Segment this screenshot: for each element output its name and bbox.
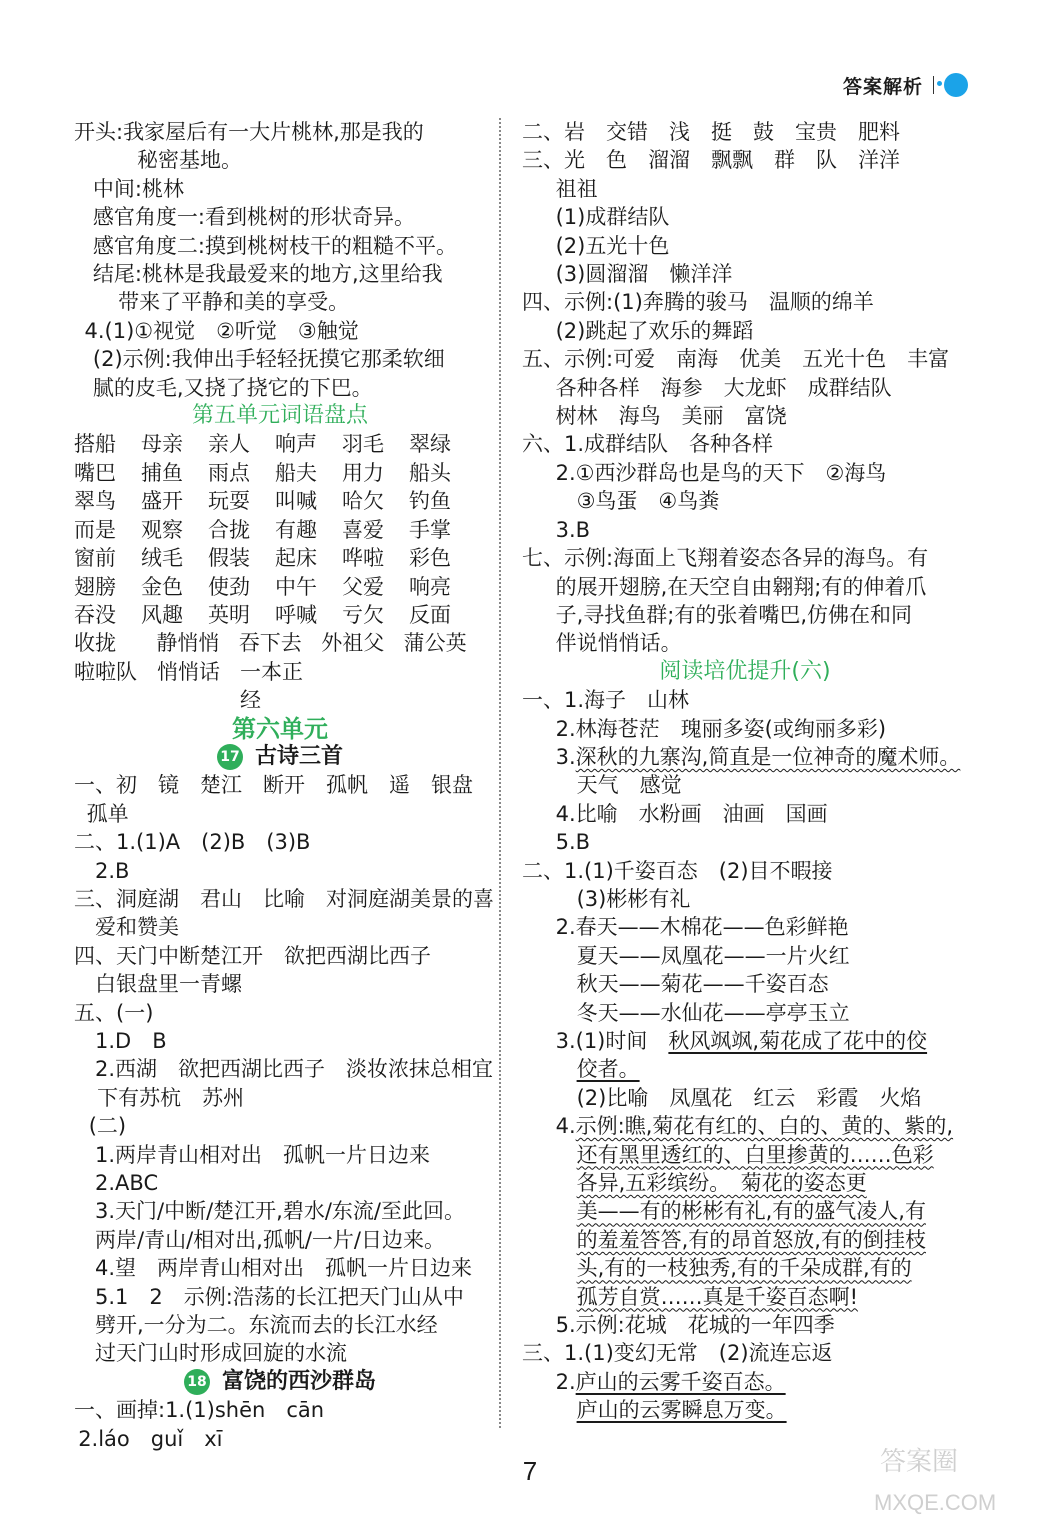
vocab-word: 啦啦队 [74, 659, 137, 684]
text-line: 七、示例:海面上飞翔着姿态各异的海鸟。有 [522, 546, 929, 571]
vocab-word: 观察 [141, 517, 183, 542]
text-line: 冬天——水仙花——亭亭玉立 [576, 1000, 850, 1025]
text-line: 2.春天——木棉花——色彩鲜艳 [555, 915, 849, 940]
text-line [522, 1396, 968, 1424]
text-line: 开头:我家屋后有一大片桃林,那是我的 [74, 120, 424, 144]
vocab-word: 船头 [409, 460, 451, 485]
watermark-logo [860, 1428, 1040, 1528]
lesson-number-badge: 18 [184, 1369, 210, 1395]
wavy-underlined-answer: 孤芳自赏……真是千姿百态啊! [576, 1284, 859, 1309]
item-number: 2. [555, 1369, 576, 1394]
vocab-word: 玩耍 [208, 489, 250, 514]
underlined-answer: 秋风飒飒,菊花成了花中的佼 [668, 1029, 928, 1053]
text-line: 劈开,一分为二。东流而去的长江水经 [95, 1313, 438, 1338]
text-line: 2.láo guǐ xī [78, 1426, 223, 1451]
text-line: 五、示例:可爱 南海 优美 五光十色 丰富 [522, 347, 950, 372]
text-line: (1)成群结队 [555, 205, 670, 230]
vocab-row [74, 430, 486, 458]
vocab-word: 用力 [342, 460, 384, 485]
lesson-17-title: 古诗三首 [254, 743, 343, 769]
page-number: 7 [522, 1456, 538, 1486]
vocab-row [74, 544, 486, 572]
wavy-underlined-answer: 美——有的彬彬有礼,有的盛气凌人,有 [576, 1199, 926, 1224]
text-line: 两岸/青山/相对出,孤帆/一片/日边来。 [95, 1227, 445, 1252]
text-line: 3.天门/中断/楚江开,碧水/东流/至此回。 [95, 1199, 466, 1224]
wavy-underlined-answer: 头,有的一枝独秀,有的千朵成群,有的 [576, 1256, 912, 1281]
text-line: 伴说悄悄话。 [555, 631, 682, 656]
vocab-word: 羽毛 [342, 432, 384, 457]
vocab-word: 雨点 [208, 460, 250, 485]
text-line: 五、(一) [74, 1000, 154, 1025]
wavy-underlined-answer: 示例:瞧,菊花有红的、白的、黄的、紫的, [575, 1114, 954, 1139]
text-line: (二) [88, 1114, 127, 1139]
vocab-word: 蒲公英 [403, 631, 467, 656]
text-line: (2)示例:我伸出手轻轻抚摸它那柔软细 [92, 347, 445, 372]
vocab-section-title: 第五单元词语盘点 [191, 403, 368, 429]
text-line: 感官角度二:摸到桃树枝干的粗糙不平。 [92, 233, 457, 258]
text-line: 四、示例:(1)奔腾的骏马 温顺的绵羊 [522, 290, 874, 315]
text-line: 2.B [95, 858, 130, 883]
vocab-word: 英明 [208, 602, 250, 627]
wavy-underlined-answer: 的羞羞答答,有的昂首怒放,有的倒挂枝 [576, 1227, 926, 1252]
vocab-word: 绒毛 [141, 546, 183, 571]
vocab-word: 有趣 [275, 517, 317, 542]
vocab-word: 静悄悄 [156, 631, 220, 656]
text-line: 5.示例:花城 花城的一年四季 [555, 1313, 835, 1338]
vocab-word: 合拢 [208, 517, 250, 542]
item-number: 4. [555, 1114, 576, 1139]
text-line: 孤单 [86, 801, 129, 826]
vocab-word: 船夫 [275, 460, 317, 485]
text-line: 秋天——菊花——千姿百态 [576, 972, 829, 997]
vocab-word: 嘴巴 [74, 460, 116, 485]
text-line: 一、画掉:1.(1)shēn cān [74, 1398, 325, 1423]
text-line: 的展开翅膀,在天空自由翱翔;有的伸着爪 [555, 574, 927, 599]
vocab-row [74, 601, 486, 629]
text-line: 2.①西沙群岛也是鸟的天下 ②海鸟 [555, 460, 887, 485]
text-line: 感官角度一:看到桃树的形状奇异。 [92, 205, 415, 230]
text-line [522, 1027, 968, 1055]
text-line [522, 1254, 968, 1282]
vocab-word: 中午 [275, 574, 317, 599]
text-line: 树林 海鸟 美丽 富饶 [555, 404, 787, 429]
vocab-word: 哗啦 [342, 546, 384, 571]
vocab-word: 假装 [208, 546, 250, 571]
vocab-row [74, 658, 486, 715]
text-line: 三、洞庭湖 君山 比喻 对洞庭湖美景的喜 [74, 886, 494, 911]
text-line: 带来了平静和美的享受。 [118, 290, 350, 315]
text-line: 3.B [555, 517, 591, 542]
vocab-word: 母亲 [141, 432, 183, 457]
vocab-word: 吞没 [74, 602, 116, 627]
watermark-line-2: MXQE.COM [874, 1490, 997, 1515]
vocab-word: 反面 [409, 602, 451, 627]
vocab-word: 翅膀 [74, 574, 116, 599]
lesson-17-heading [74, 743, 486, 771]
text-line: 过天门山时形成回旋的水流 [95, 1341, 347, 1366]
page-header [843, 70, 968, 100]
vocab-row [74, 516, 486, 544]
text-line [522, 1368, 968, 1396]
text-line: 2.林海苍茫 瑰丽多姿(或绚丽多彩) [555, 716, 887, 741]
text-line: 一、1.海子 山林 [522, 688, 690, 713]
text-line: 二、1.(1)千姿百态 (2)目不暇接 [522, 858, 833, 883]
text-line: 1.两岸青山相对出 孤帆一片日边来 [95, 1142, 431, 1167]
text-line: 2.ABC [95, 1171, 159, 1196]
text-line: 4.望 两岸青山相对出 孤帆一片日边来 [95, 1256, 473, 1281]
header-separator [933, 76, 934, 94]
text-line [522, 743, 968, 771]
vocab-word: 呼喊 [275, 602, 317, 627]
vocab-row [74, 459, 486, 487]
text-line: 爱和赞美 [95, 915, 179, 940]
lesson-18-title: 富饶的西沙群岛 [221, 1368, 376, 1394]
item-number: 3. [555, 744, 576, 769]
vocab-word: 哈欠 [342, 489, 384, 514]
underlined-answer: 庐山的云雾千姿百态。 [575, 1369, 786, 1394]
text-line: (3)圆溜溜 懒洋洋 [555, 262, 733, 287]
vocab-word: 吞下去 [238, 631, 302, 656]
vocab-word: 彩色 [409, 546, 451, 571]
text-line: 三、1.(1)变幻无常 (2)流连忘返 [522, 1341, 833, 1366]
text-line: 2.西湖 欲把西湖比西子 淡妆浓抹总相宜 [95, 1057, 494, 1082]
text-line: 各种各样 海参 大龙虾 成群结队 [555, 375, 892, 400]
text-line [522, 1112, 968, 1140]
text-line: 六、1.成群结队 各种各样 [522, 432, 774, 457]
wavy-underlined-answer: 深秋的九寨沟,简直是一位神奇的魔术师。 [575, 744, 961, 769]
text-line: (2)比喻 凤凰花 红云 彩霞 火焰 [576, 1085, 922, 1110]
vocab-word: 响声 [275, 432, 317, 457]
vocab-word: 而是 [74, 517, 116, 542]
item-number: 3.(1)时间 [555, 1029, 669, 1053]
text-line [522, 1055, 968, 1083]
vocab-row [74, 573, 486, 601]
vocab-word: 亏欠 [342, 602, 384, 627]
vocab-word: 捕鱼 [141, 460, 183, 485]
vocab-word: 外祖父 [321, 631, 385, 656]
vocab-word: 盛开 [141, 489, 183, 514]
text-line: 二、岩 交错 浅 挺 鼓 宝贵 肥料 [522, 120, 900, 144]
vocab-table [74, 430, 486, 714]
column-divider [499, 118, 501, 1428]
text-line: 下有苏杭 苏州 [97, 1085, 245, 1110]
text-line: 子,寻找鱼群;有的张着嘴巴,仿佛在和同 [555, 602, 913, 627]
text-line: 天气 感觉 [576, 773, 682, 798]
vocab-word: 手掌 [409, 517, 451, 542]
text-line [522, 1226, 968, 1254]
vocab-row [74, 629, 486, 657]
text-line: 4.比喻 水粉画 油画 国画 [555, 801, 828, 826]
right-column [522, 118, 968, 1425]
vocab-word: 一本正经 [240, 659, 303, 713]
text-line: 结尾:桃林是我最爱来的地方,这里给我 [92, 262, 443, 287]
vocab-word: 收拢 [74, 631, 116, 656]
vocab-word: 搭船 [74, 432, 116, 457]
reading-section-title: 阅读培优提升(六) [659, 658, 831, 684]
lesson-number-badge: 17 [217, 744, 243, 770]
text-line: 一、初 镜 楚江 断开 孤帆 遥 银盘 [74, 773, 473, 798]
vocab-word: 窗前 [74, 546, 116, 571]
text-line: ③鸟蛋 ④鸟粪 [576, 489, 720, 514]
vocab-word: 悄悄话 [157, 659, 220, 684]
text-line: (3)彬彬有礼 [576, 886, 691, 911]
vocab-word: 使劲 [208, 574, 250, 599]
text-line: 4.(1)①视觉 ②听觉 ③触觉 [84, 318, 359, 343]
text-line: 5.1 2 示例:浩荡的长江把天门山从中 [95, 1284, 464, 1309]
text-line: (2)跳起了欢乐的舞蹈 [555, 318, 754, 343]
vocab-word: 叫喊 [275, 489, 317, 514]
vocab-word: 喜爱 [342, 517, 384, 542]
text-line: 夏天——凤凰花——一片火红 [576, 943, 850, 968]
wavy-underlined-answer: 还有黑里透红的、白里掺黄的……色彩 [576, 1142, 934, 1167]
text-line: 四、天门中断楚江开 欲把西湖比西子 [74, 943, 431, 968]
lesson-18-heading [74, 1368, 486, 1396]
text-line: 1.D B [95, 1029, 167, 1053]
text-line: 二、1.(1)A (2)B (3)B [74, 830, 311, 855]
text-line [522, 1169, 968, 1197]
vocab-word: 亲人 [208, 432, 250, 457]
text-line: 5.B [555, 830, 591, 855]
text-line: 中间:桃林 [92, 176, 184, 201]
underlined-answer: 庐山的云雾瞬息万变。 [576, 1398, 787, 1423]
text-line: 三、光 色 溜溜 飘飘 群 队 洋洋 [522, 148, 900, 173]
text-line [522, 1197, 968, 1225]
header-dot-icon [944, 73, 968, 97]
vocab-word: 翠绿 [409, 432, 451, 457]
text-line: 祖祖 [555, 176, 598, 201]
underlined-answer: 佼者。 [576, 1057, 640, 1082]
watermark-line-1: 答案圈 [880, 1446, 959, 1476]
vocab-word: 风趣 [141, 602, 183, 627]
vocab-word: 钓鱼 [409, 489, 451, 514]
vocab-word: 响亮 [409, 574, 451, 599]
text-line: 秘密基地。 [137, 148, 242, 173]
text-line: (2)五光十色 [555, 233, 670, 258]
vocab-word: 金色 [141, 574, 183, 599]
text-line: 白银盘里一青螺 [95, 972, 242, 997]
left-column [74, 118, 494, 1453]
unit-title: 第六单元 [232, 714, 328, 743]
header-title: 答案解析 [842, 75, 923, 98]
text-line [522, 1141, 968, 1169]
vocab-word: 翠鸟 [74, 489, 116, 514]
vocab-word: 起床 [275, 546, 317, 571]
vocab-row [74, 487, 486, 515]
vocab-word: 父爱 [342, 574, 384, 599]
text-line: 腻的皮毛,又挠了挠它的下巴。 [92, 375, 373, 400]
wavy-underlined-answer: 各异,五彩缤纷。 菊花的姿态更 [576, 1171, 867, 1196]
text-line [522, 1283, 968, 1311]
